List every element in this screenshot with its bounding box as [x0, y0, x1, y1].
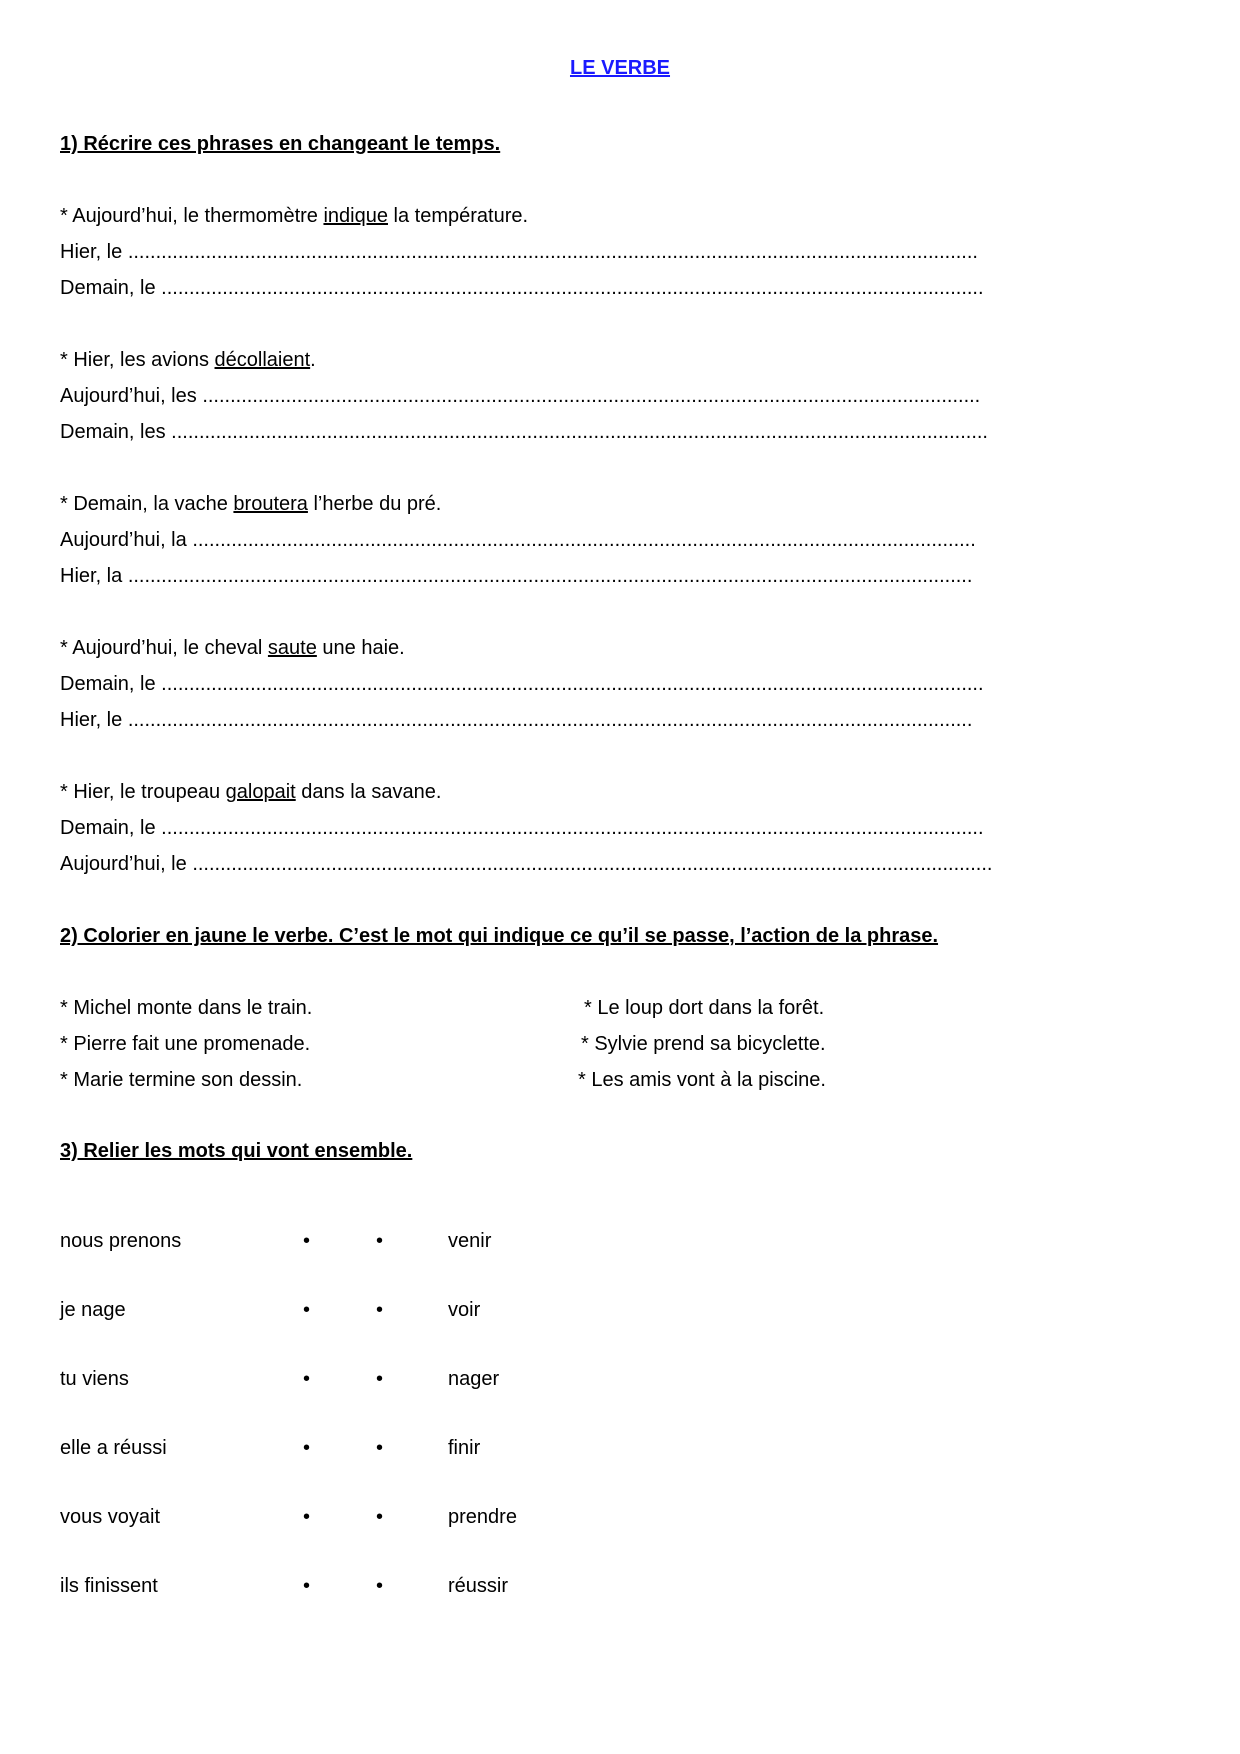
answer-blank[interactable]: ............................................................................................................................................	[202, 385, 981, 407]
answer-label: Aujourd’hui, les	[60, 385, 203, 407]
exercise-prompt	[60, 493, 441, 516]
prompt-text: * Hier, les avions	[60, 349, 215, 371]
prompt-text: dans la savane.	[295, 781, 442, 803]
sentence-left[interactable]: * Pierre fait une promenade.	[60, 1033, 311, 1055]
left-connector-dot[interactable]: •	[303, 1299, 311, 1321]
sentence-right[interactable]: * Le loup dort dans la forêt.	[584, 997, 825, 1019]
sentence-right[interactable]: * Les amis vont à la piscine.	[578, 1069, 826, 1091]
right-connector-dot[interactable]: •	[376, 1368, 384, 1390]
answer-blank[interactable]: .........................................................................................................................................................	[127, 241, 978, 263]
answer-blank[interactable]: ................................................................................................................................................	[192, 853, 993, 875]
prompt-text: * Aujourd’hui, le cheval	[60, 637, 268, 659]
section2-heading: 2) Colorier en jaune le verbe. C’est le mot qui indique ce qu’il se passe, l’action de la phrase.	[60, 925, 939, 947]
prompt-text: la température.	[387, 205, 529, 227]
prompt-text: * Hier, le troupeau	[60, 781, 226, 803]
answer-line[interactable]	[60, 565, 972, 588]
answer-label: Demain, les	[60, 421, 172, 443]
sentence-right[interactable]: * Sylvie prend sa bicyclette.	[581, 1033, 826, 1055]
section3-heading: 3) Relier les mots qui vont ensemble.	[60, 1140, 413, 1162]
answer-line[interactable]	[60, 709, 972, 732]
prompt-text: * Aujourd’hui, le thermomètre	[60, 205, 324, 227]
right-connector-dot[interactable]: •	[376, 1506, 384, 1528]
match-left-item: nous prenons	[60, 1230, 182, 1252]
answer-line[interactable]	[60, 241, 978, 264]
left-connector-dot[interactable]: •	[303, 1230, 311, 1252]
answer-blank[interactable]: ........................................................................................................................................................	[127, 565, 973, 587]
match-right-item: réussir	[448, 1575, 509, 1597]
right-connector-dot[interactable]: •	[376, 1575, 384, 1597]
underlined-verb: galopait	[225, 781, 296, 803]
prompt-text: .	[310, 349, 316, 371]
answer-label: Aujourd’hui, le	[60, 853, 193, 875]
answer-label: Aujourd’hui, la	[60, 529, 193, 551]
answer-blank[interactable]: ....................................................................................................................................................	[161, 277, 984, 299]
answer-blank[interactable]: ........................................................................................................................................................	[127, 709, 973, 731]
answer-line[interactable]	[60, 529, 976, 552]
underlined-verb: saute	[267, 637, 317, 659]
answer-line[interactable]	[60, 277, 984, 300]
match-left-item: vous voyait	[60, 1506, 161, 1528]
answer-line[interactable]	[60, 853, 992, 876]
answer-blank[interactable]: ...................................................................................................................................................	[171, 421, 988, 443]
exercise-prompt	[60, 781, 441, 804]
answer-label: Hier, la	[60, 565, 128, 587]
match-right-item: venir	[448, 1230, 492, 1252]
match-right-item: prendre	[448, 1506, 517, 1528]
answer-label: Demain, le	[60, 817, 162, 839]
answer-label: Hier, le	[60, 241, 128, 263]
right-connector-dot[interactable]: •	[376, 1299, 384, 1321]
exercise-prompt	[60, 637, 405, 660]
answer-label: Demain, le	[60, 673, 162, 695]
page-title: LE VERBE	[569, 57, 671, 79]
right-connector-dot[interactable]: •	[376, 1437, 384, 1459]
left-connector-dot[interactable]: •	[303, 1368, 311, 1390]
answer-label: Hier, le	[60, 709, 128, 731]
answer-line[interactable]	[60, 817, 984, 840]
left-connector-dot[interactable]: •	[303, 1437, 311, 1459]
underlined-verb: décollaient	[214, 349, 311, 371]
match-right-item: voir	[448, 1299, 481, 1321]
sentence-left[interactable]: * Marie termine son dessin.	[60, 1069, 303, 1091]
right-connector-dot[interactable]: •	[376, 1230, 384, 1252]
match-left-item: ils finissent	[60, 1575, 158, 1597]
prompt-text: une haie.	[316, 637, 405, 659]
left-connector-dot[interactable]: •	[303, 1506, 311, 1528]
answer-blank[interactable]: .............................................................................................................................................	[192, 529, 976, 551]
answer-line[interactable]	[60, 385, 980, 408]
match-left-item: je nage	[60, 1299, 126, 1321]
answer-line[interactable]	[60, 673, 984, 696]
exercise-prompt	[60, 349, 316, 372]
answer-label: Demain, le	[60, 277, 162, 299]
answer-blank[interactable]: ....................................................................................................................................................	[161, 817, 984, 839]
prompt-text: * Demain, la vache	[60, 493, 234, 515]
left-connector-dot[interactable]: •	[303, 1575, 311, 1597]
exercise-prompt	[60, 205, 528, 228]
underlined-verb: indique	[323, 205, 388, 227]
section1-heading: 1) Récrire ces phrases en changeant le temps.	[60, 133, 501, 155]
underlined-verb: broutera	[233, 493, 308, 515]
answer-line[interactable]	[60, 421, 988, 444]
match-right-item: nager	[448, 1368, 500, 1390]
prompt-text: l’herbe du pré.	[307, 493, 442, 515]
match-right-item: finir	[448, 1437, 481, 1459]
match-left-item: tu viens	[60, 1368, 129, 1390]
answer-blank[interactable]: ....................................................................................................................................................	[161, 673, 984, 695]
sentence-left[interactable]: * Michel monte dans le train.	[60, 997, 313, 1019]
match-left-item: elle a réussi	[60, 1437, 167, 1459]
